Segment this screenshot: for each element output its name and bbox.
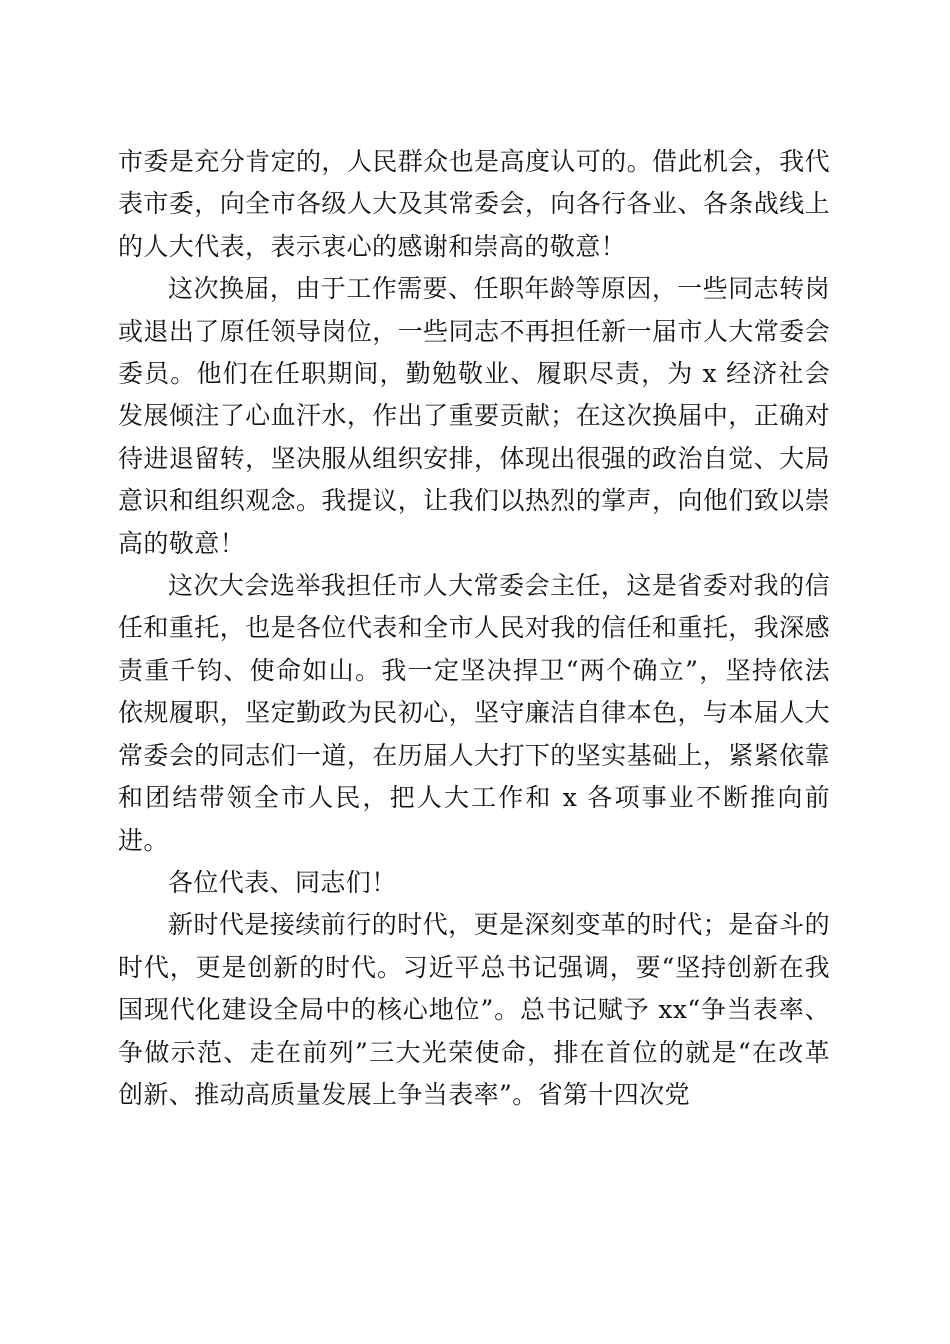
paragraph-new-era: 新时代是接续前行的时代，更是深刻变革的时代；是奋斗的时代，更是创新的时代。习近平总书记强调，要“坚持创新在我国现代化建设全局中的核心地位”。总书记赋予 xx“争当表率、争做示范、走在前列”三大光荣使命，排在首位的就是“在改革创新、推动高质量发展上争当表率”。省第十四次党 [118,910,830,1109]
paragraph-leadership-transition: 这次换届，由于工作需要、任职年龄等原因，一些同志转岗或退出了原任领导岗位，一些同志不再担任新一届市人大常委会委员。他们在任职期间，勤勉敬业、履职尽责，为 x 经济社会发展倾注了心血汗水，作出了重要贡献；在这次换届中，正确对待进退留转，坚决服从组织安排，体现出很强的政治自觉、大局意识和组织观念。我提议，让我们以热烈的掌声，向他们致以崇高的敬意！ [118,274,830,558]
paragraph-salutation: 各位代表、同志们！ [168,867,397,897]
paragraph-continuation: 市委是充分肯定的，人民群众也是高度认可的。借此机会，我代表市委，向全市各级人大及其常委会，向各行各业、各条战线上的人大代表，表示衷心的感谢和崇高的敬意！ [118,147,830,261]
paragraph-election-pledge: 这次大会选举我担任市人大常委会主任，这是省委对我的信任和重托，也是各位代表和全市人民对我的信任和重托，我深感责重千钧、使命如山。我一定坚决捍卫“两个确立”，坚持依法依规履职，坚定勤政为民初心，坚守廉洁自律本色，与本届人大常委会的同志们一道，在历届人大打下的坚实基础上，紧紧依靠和团结带领全市人民，把人大工作和 x 各项事业不断推向前进。 [118,571,830,855]
document-body [118,141,830,1116]
